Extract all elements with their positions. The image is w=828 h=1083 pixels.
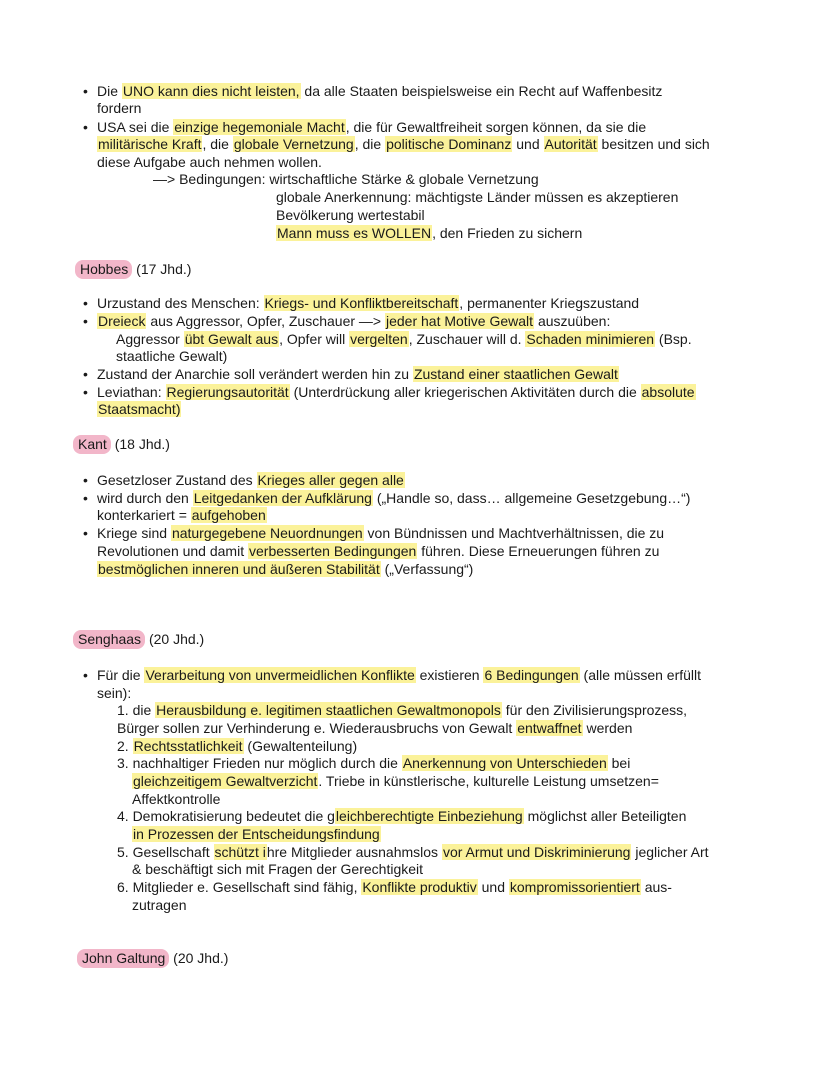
bullet: • [83, 525, 88, 541]
senghaas-item-4-cont: in Prozessen der Entscheidungsfindung [133, 826, 380, 842]
intro-line-4: militärische Kraft, die globale Vernetzung, die politische Dominanz und Autorität besitzen und sich [98, 136, 710, 152]
kant-line-5: Revolutionen und damit verbesserten Bedingungen führen. Diese Erneuerungen führen zu [97, 543, 660, 559]
hobbes-line-1: Urzustand des Menschen: Kriegs- und Konfliktbereitschaft, permanenter Kriegszustand [97, 295, 640, 311]
senghaas-item-6: 6. Mitglieder e. Gesellschaft sind fähig, Konflikte produktiv und kompromissorientiert aus- [117, 879, 672, 895]
senghaas-item-5: 5. Gesellschaft schützt ihre Mitglieder ausnahmslos vor Armut und Diskriminierung jeglicher Art [117, 844, 709, 860]
heading-kant: Kant (18 Jhd.) [73, 436, 170, 454]
hobbes-line-2: Dreieck aus Aggressor, Opfer, Zuschauer —> jeder hat Motive Gewalt auszuüben: [98, 313, 611, 329]
bullet: • [83, 366, 88, 382]
intro-line-1: Die UNO kann dies nicht leisten, da alle Staaten beispielsweise ein Recht auf Waffenbesitz [97, 83, 663, 99]
bullet: • [83, 119, 88, 135]
intro-conditions-2: globale Anerkennung: mächtigste Länder müssen es akzeptieren [276, 189, 679, 205]
senghaas-item-3-cont-2: Affektkontrolle [132, 791, 221, 807]
senghaas-item-1-cont: Bürger sollen zur Verhinderung e. Wiederausbruchs von Gewalt entwaffnet werden [117, 720, 633, 736]
kant-line-3: konterkariert = aufgehoben [97, 507, 266, 523]
senghaas-item-3-cont: gleichzeitigem Gewaltverzicht. Triebe in künstlerische, kulturelle Leistung umsetzen= [133, 773, 659, 789]
kant-line-6: bestmöglichen inneren und äußeren Stabilität („Verfassung“) [98, 561, 474, 577]
senghaas-line-2: sein): [97, 685, 132, 701]
hobbes-line-4: staatliche Gewalt) [116, 348, 228, 364]
kant-line-2: wird durch den Leitgedanken der Aufklärung („Handle so, dass… allgemeine Gesetzgebung…“) [97, 490, 691, 506]
bullet: • [83, 472, 88, 488]
senghaas-item-4: 4. Demokratisierung bedeutet die gleichberechtigte Einbeziehung möglichst aller Beteiligten [117, 808, 687, 824]
intro-conditions-1: —> Bedingungen: wirtschaftliche Stärke & globale Vernetzung [153, 171, 539, 187]
senghaas-item-5-cont: & beschäftigt sich mit Fragen der Gerechtigkeit [132, 861, 424, 877]
heading-senghaas: Senghaas (20 Jhd.) [73, 631, 204, 649]
bullet: • [83, 313, 88, 329]
hobbes-line-7: Staatsmacht) [98, 401, 181, 417]
intro-line-2: fordern [97, 100, 142, 116]
heading-hobbes: Hobbes (17 Jhd.) [75, 261, 191, 279]
hobbes-line-3: Aggressor übt Gewalt aus, Opfer will vergelten, Zuschauer will d. Schaden minimieren (Bsp. [116, 331, 692, 347]
hobbes-line-5: Zustand der Anarchie soll verändert werden hin zu Zustand einer staatlichen Gewalt [97, 366, 618, 382]
intro-line-3: USA sei die einzige hegemoniale Macht, die für Gewaltfreiheit sorgen können, da sie die [97, 119, 647, 135]
intro-conditions-3: Bevölkerung wertestabil [276, 207, 425, 223]
bullet: • [83, 295, 88, 311]
kant-line-1: Gesetzloser Zustand des Krieges aller gegen alle [97, 472, 404, 488]
bullet: • [83, 490, 88, 506]
heading-galtung: John Galtung (20 Jhd.) [77, 950, 228, 968]
senghaas-line-1: Für die Verarbeitung von unvermeidlichen Konflikte existieren 6 Bedingungen (alle müssen erfüllt [97, 667, 702, 683]
intro-line-5: diese Aufgabe auch nehmen wollen. [97, 154, 322, 170]
bullet: • [83, 83, 88, 99]
senghaas-item-2: 2. Rechtsstatlichkeit (Gewaltenteilung) [117, 738, 358, 754]
senghaas-item-6-cont: zutragen [132, 897, 187, 913]
senghaas-item-1: 1. die Herausbildung e. legitimen staatlichen Gewaltmonopols für den Zivilisierungsprozess, [117, 702, 688, 718]
kant-line-4: Kriege sind naturgegebene Neuordnungen von Bündnissen und Machtverhältnissen, die zu [97, 525, 665, 541]
senghaas-item-3: 3. nachhaltiger Frieden nur möglich durch die Anerkennung von Unterschieden bei [117, 755, 631, 771]
intro-conditions-4: Mann muss es WOLLEN, den Frieden zu sichern [277, 225, 583, 241]
bullet: • [83, 667, 88, 683]
hobbes-line-6: Leviathan: Regierungsautorität (Unterdrückung aller kriegerischen Aktivitäten durch die absolute [97, 384, 695, 400]
bullet: • [83, 384, 88, 400]
